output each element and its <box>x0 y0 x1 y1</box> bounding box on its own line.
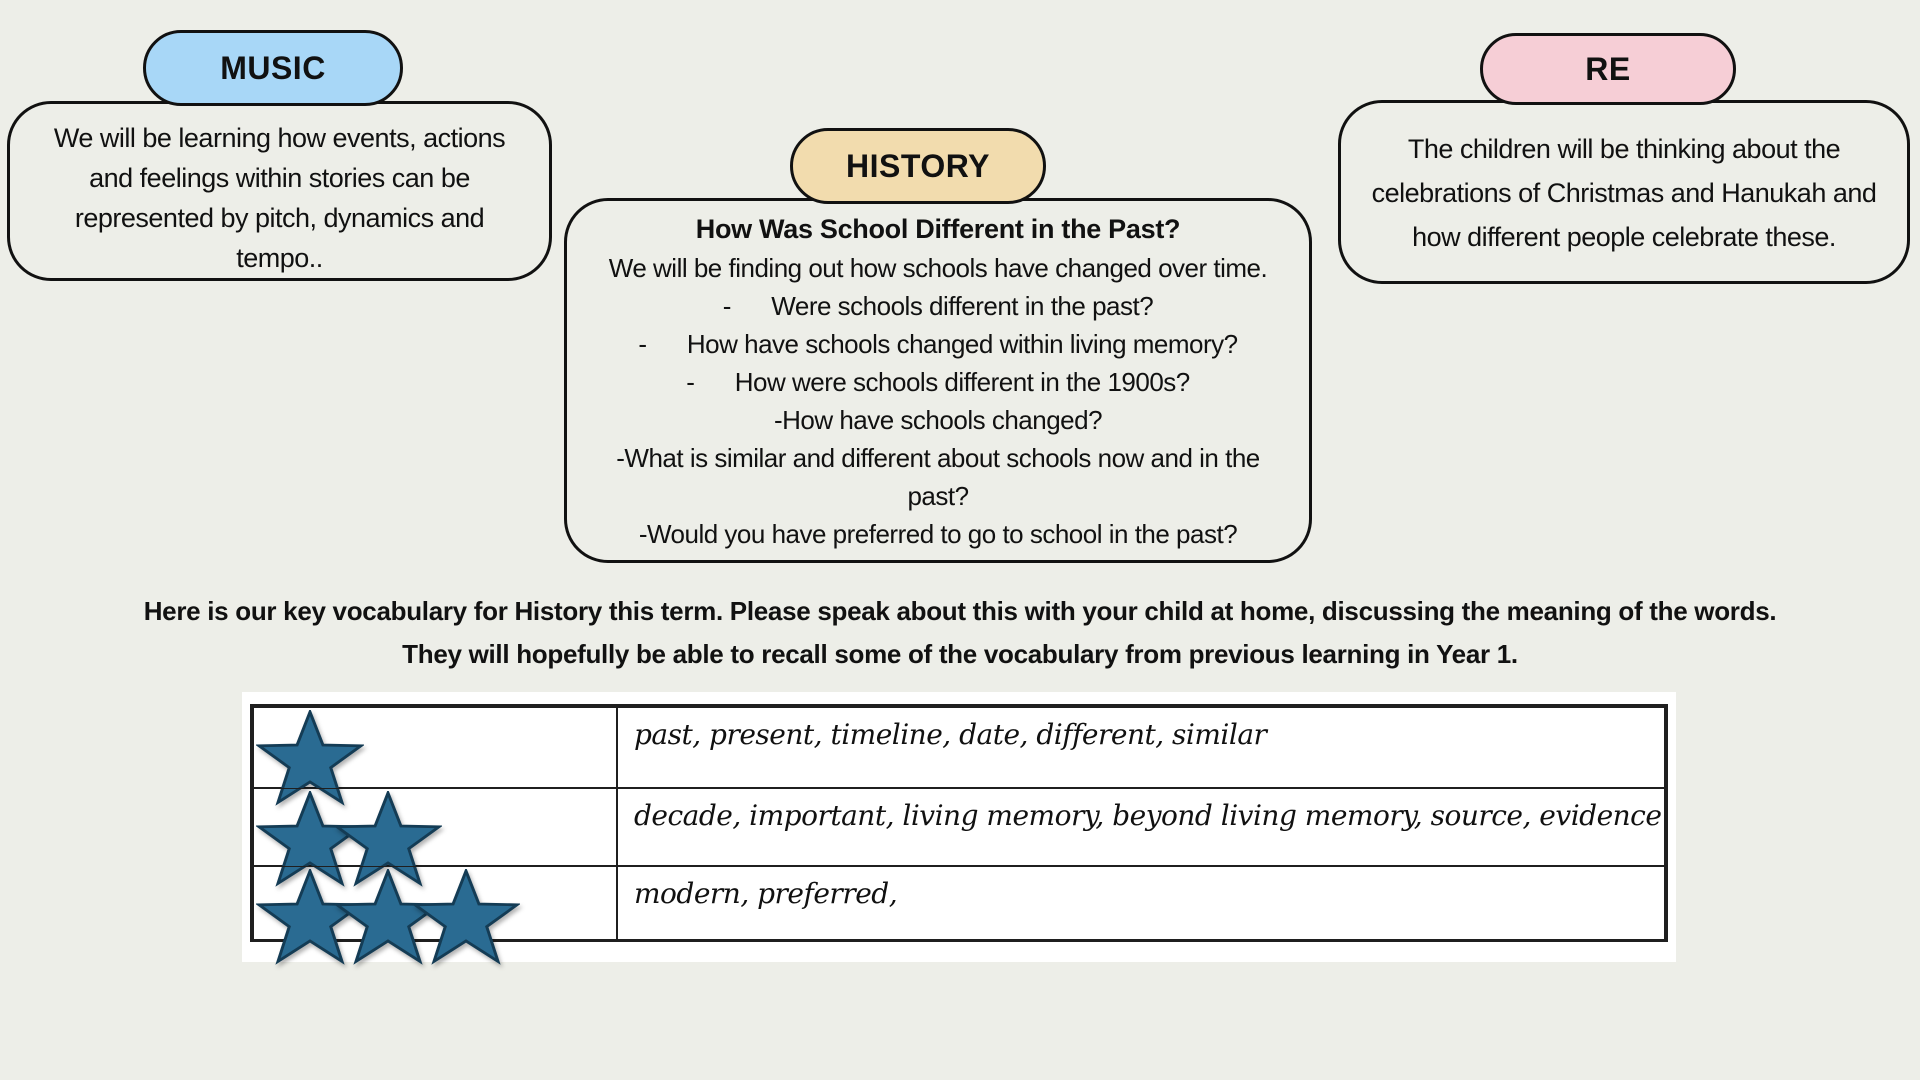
history-box-line: -What is similar and different about schools now and in the <box>616 443 1260 473</box>
history-box-line: We will be finding out how schools have changed over time. <box>608 253 1268 283</box>
music-description-box <box>7 101 552 281</box>
music-description-line: We will be learning how events, actions <box>53 123 506 153</box>
star-rating-cell-row1 <box>253 707 617 788</box>
vocab-intro-line: They will hopefully be able to recall some of the vocabulary from previous learning in Year 1. <box>402 639 1518 669</box>
history-box-line: -Would you have preferred to go to school in the past? <box>638 519 1238 549</box>
vocab-table-panel <box>242 692 1676 962</box>
history-description-box <box>564 198 1312 563</box>
vocab-table <box>250 704 1668 942</box>
re-description-line: celebrations of Christmas and Hanukah and <box>1371 178 1877 208</box>
history-box-line: - How have schools changed within living memory? <box>638 329 1238 359</box>
star-icon <box>412 869 520 965</box>
star-rating-cell-row3 <box>253 866 617 942</box>
re-subject-pill <box>1480 33 1736 105</box>
history-subject-pill <box>790 128 1046 204</box>
history-box-line: -How have schools changed? <box>773 405 1103 435</box>
history-box-line: - Were schools different in the past? <box>722 291 1154 321</box>
history-box-line: - How were schools different in the 1900s? <box>686 367 1190 397</box>
star-rating-cell-row2 <box>253 788 617 866</box>
vocab-intro-line: Here is our key vocabulary for History this term. Please speak about this with your child at home, discussing the meaning of the words. <box>143 596 1777 626</box>
vocab-intro-paragraph <box>0 590 1920 676</box>
music-description-line: tempo.. <box>236 243 323 273</box>
music-pill-label: MUSIC <box>220 49 326 86</box>
re-description-line: The children will be thinking about the <box>1407 134 1841 164</box>
music-description-line: represented by pitch, dynamics and <box>74 203 485 233</box>
history-box-title: How Was School Different in the Past? <box>695 214 1181 244</box>
re-description-box <box>1338 100 1910 284</box>
re-description-line: how different people celebrate these. <box>1412 222 1836 252</box>
re-pill-label: RE <box>1585 50 1631 87</box>
words-cell-row2: decade, important, living memory, beyond living memory, source, evidence <box>617 788 1665 866</box>
music-subject-pill <box>143 30 403 106</box>
music-description-line: and feelings within stories can be <box>89 163 470 193</box>
words-cell-row1: past, present, timeline, date, different, similar <box>617 707 1665 788</box>
words-cell-row3: modern, preferred, <box>617 866 1665 942</box>
history-box-line: past? <box>907 481 969 511</box>
history-pill-label: HISTORY <box>846 147 990 184</box>
